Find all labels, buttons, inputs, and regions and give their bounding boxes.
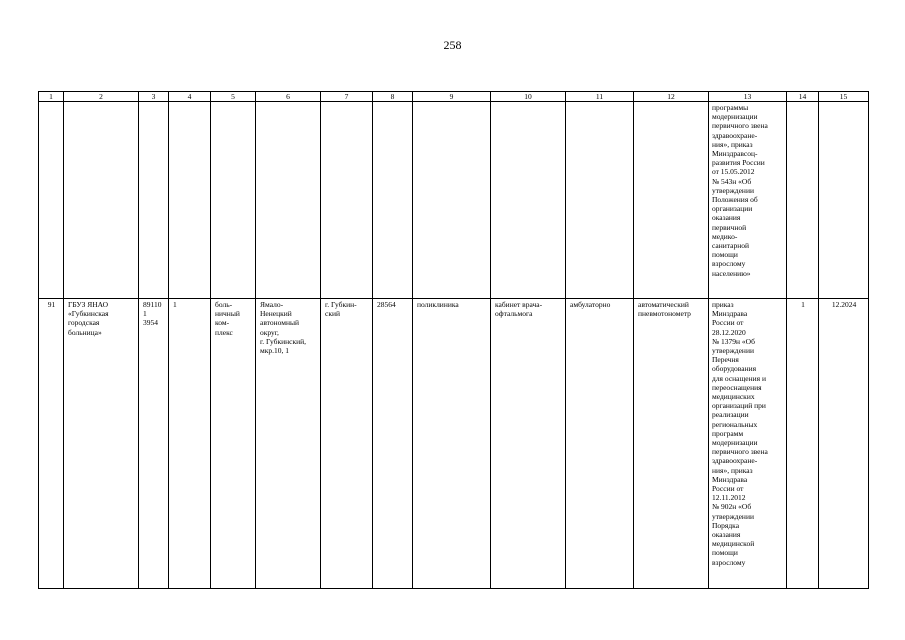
header-cell-5: 5 (211, 92, 256, 102)
cell-empty (211, 102, 256, 299)
cell-quantity: 1 (787, 299, 819, 589)
cell-building-type: боль- ничный ком- плекс (211, 299, 256, 589)
table-row-continuation (39, 102, 869, 299)
cell-empty (491, 102, 566, 299)
cell-empty (39, 102, 64, 299)
page-number: 258 (443, 38, 462, 52)
cell-date: 12.2024 (819, 299, 869, 589)
cell-empty (819, 102, 869, 299)
equipment-table (38, 91, 869, 589)
header-cell-13: 13 (709, 92, 787, 102)
header-cell-3: 3 (139, 92, 169, 102)
header-cell-4: 4 (169, 92, 211, 102)
cell-empty (373, 102, 413, 299)
table-row-91 (39, 299, 869, 589)
cell-equipment: автоматический пневмотонометр (634, 299, 709, 589)
cell-code: 28564 (373, 299, 413, 589)
cell-organization: ГБУЗ ЯНАО «Губкинская городская больница» (64, 299, 139, 589)
cell-inn: 891101 3954 (139, 299, 169, 589)
header-cell-1: 1 (39, 92, 64, 102)
cell-address: Ямало- Ненецкий автономный округ, г. Губкинский, мкр.10, 1 (256, 299, 321, 589)
cell-empty (64, 102, 139, 299)
header-cell-9: 9 (413, 92, 491, 102)
header-cell-10: 10 (491, 92, 566, 102)
header-cell-7: 7 (321, 92, 373, 102)
header-cell-15: 15 (819, 92, 869, 102)
cell-empty (787, 102, 819, 299)
cell-empty (139, 102, 169, 299)
cell-empty (566, 102, 634, 299)
cell-unit: поликлиника (413, 299, 491, 589)
cell-city: г. Губкин- ский (321, 299, 373, 589)
cell-regulation: приказ Минздрава России от 28.12.2020 № 1379н «Об утверждении Перечня оборудования для оснащения и переоснащения медицинских организаций при реализации региональных программ модернизации первичного звена здравоохране- ния», приказ Минздрава России от 12.11.2012 № 902н «Об утверждении Порядка оказания медицинской помощи взрослому (709, 299, 787, 589)
cell-regulation-continued: программы модернизации первичного звена здравоохране- ния», приказ Минздравсоц- развития России от 15.05.2012 № 543н «Об утверждении Положения об организации оказания первичной медико- санитарной помощи взрослому населению» (709, 102, 787, 299)
header-cell-12: 12 (634, 92, 709, 102)
cell-empty (169, 102, 211, 299)
cell-empty (321, 102, 373, 299)
cell-empty (256, 102, 321, 299)
cell-empty (634, 102, 709, 299)
header-cell-11: 11 (566, 92, 634, 102)
header-cell-6: 6 (256, 92, 321, 102)
header-cell-8: 8 (373, 92, 413, 102)
cell-office: кабинет врача- офтальмога (491, 299, 566, 589)
header-cell-14: 14 (787, 92, 819, 102)
table-header-row (39, 92, 869, 102)
header-cell-2: 2 (64, 92, 139, 102)
cell-row-number: 91 (39, 299, 64, 589)
cell-count: 1 (169, 299, 211, 589)
cell-care-form: амбулаторно (566, 299, 634, 589)
cell-empty (413, 102, 491, 299)
